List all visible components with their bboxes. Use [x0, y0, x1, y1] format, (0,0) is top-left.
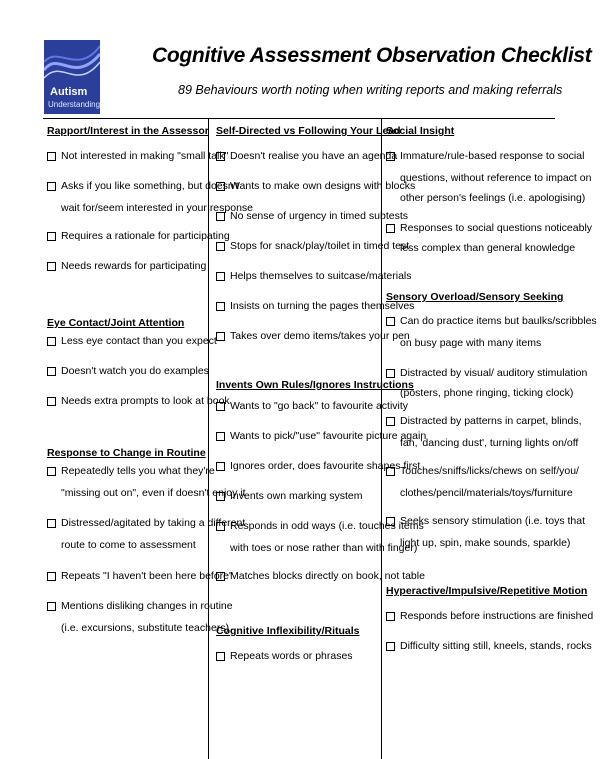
item-text: with toes or nose rather than with finger)	[230, 542, 418, 554]
section-heading: Invents Own Rules/Ignores Instructions	[216, 379, 414, 391]
checklist-item[interactable]	[386, 218, 592, 239]
checkbox[interactable]	[216, 572, 225, 581]
logo-tagline: Understanding	[48, 100, 100, 109]
checklist-item[interactable]	[47, 461, 215, 482]
section-heading: Cognitive Inflexibility/Rituals	[216, 625, 360, 637]
checklist-table	[43, 118, 597, 759]
checklist-item[interactable]	[386, 606, 593, 627]
autism-understanding-logo	[44, 40, 100, 114]
checklist-item[interactable]	[47, 176, 239, 197]
item-text: Takes over demo items/takes your pen	[230, 330, 410, 342]
item-text: Touches/sniffs/licks/chews on self/you/	[400, 465, 579, 477]
section-heading: Eye Contact/Joint Attention	[47, 317, 185, 329]
checklist-item[interactable]	[47, 566, 233, 587]
checklist-item-continued	[386, 168, 591, 189]
checklist-item[interactable]	[216, 206, 408, 227]
item-text: "missing out on", even if doesn't enjoy it	[61, 487, 246, 499]
checklist-item-continued	[386, 533, 570, 554]
item-text: Seeks sensory stimulation (i.e. toys that	[400, 515, 585, 527]
item-text: clothes/pencil/materials/toys/furniture	[400, 487, 573, 499]
checkbox[interactable]	[47, 519, 56, 528]
item-text: Not interested in making "small talk"	[61, 150, 229, 162]
item-text: Needs extra prompts to look at book	[61, 395, 230, 407]
item-text: Wants to pick/"use" favourite picture again	[230, 430, 427, 442]
checklist-item-continued	[386, 483, 573, 504]
checklist-item-continued	[386, 333, 541, 354]
checklist-item[interactable]	[47, 146, 228, 167]
section-heading: Hyperactive/Impulsive/Repetitive Motion	[386, 585, 588, 597]
checklist-item[interactable]	[386, 636, 592, 657]
item-text: Repeatedly tells you what they're	[61, 465, 215, 477]
checkbox[interactable]	[47, 367, 56, 376]
checklist-item[interactable]	[47, 361, 209, 382]
checklist-item[interactable]	[386, 311, 597, 332]
section-heading: Sensory Overload/Sensory Seeking	[386, 291, 564, 303]
item-text: (i.e. excursions, substitute teachers)	[61, 622, 230, 634]
item-text: Helps themselves to suitcase/materials	[230, 270, 412, 282]
item-text: (posters, phone ringing, ticking clock)	[400, 387, 574, 399]
checklist-item-continued	[386, 383, 573, 404]
item-text: on busy page with many items	[400, 337, 542, 349]
checklist-item[interactable]	[216, 566, 425, 587]
item-text: Needs rewards for participating	[61, 260, 207, 272]
checkbox[interactable]	[216, 272, 225, 281]
checklist-item[interactable]	[216, 486, 362, 507]
section-heading: Response to Change in Routine	[47, 447, 206, 459]
checkbox[interactable]	[47, 337, 56, 346]
item-text: Insists on turning the pages themselves	[230, 300, 415, 312]
item-text: Repeats words or phrases	[230, 650, 353, 662]
checklist-item-continued	[386, 188, 585, 209]
item-text: light up, spin, make sounds, sparkle)	[400, 537, 571, 549]
checkbox[interactable]	[216, 152, 225, 161]
logo-name: Autism	[50, 86, 88, 98]
checklist-item-continued	[47, 618, 229, 639]
checkbox[interactable]	[386, 417, 395, 426]
checklist-item[interactable]	[47, 331, 217, 352]
checkbox[interactable]	[386, 642, 395, 651]
item-text: Wants to "go back" to favourite activity	[230, 400, 409, 412]
page-subtitle: 89 Behaviours worth noting when writing reports and making referrals	[178, 83, 563, 97]
checklist-item[interactable]	[216, 396, 408, 417]
checkbox[interactable]	[47, 602, 56, 611]
item-text: Distracted by patterns in carpet, blinds,	[400, 415, 582, 427]
checklist-item[interactable]	[216, 296, 414, 317]
checkbox[interactable]	[386, 467, 395, 476]
checklist-item-continued	[386, 238, 575, 259]
section-heading: Rapport/Interest in the Assessor	[47, 125, 209, 137]
item-text: Repeats "I haven't been here before"	[61, 570, 233, 582]
section-heading: Social Insight	[386, 125, 455, 137]
item-text: wait for/seem interested in your response	[61, 202, 254, 214]
checklist-item[interactable]	[216, 646, 353, 667]
item-text: Ignores order, does favourite shapes first	[230, 460, 421, 472]
item-text: No sense of urgency in timed subtests	[230, 210, 409, 222]
item-text: Responds in odd ways (i.e. touches items	[230, 520, 424, 532]
item-text: Requires a rationale for participating	[61, 230, 230, 242]
checkbox[interactable]	[386, 152, 395, 161]
checkbox[interactable]	[216, 492, 225, 501]
item-text: questions, without reference to impact on	[400, 172, 592, 184]
item-text: Matches blocks directly on book, not table	[230, 570, 425, 582]
checkbox[interactable]	[216, 242, 225, 251]
checkbox[interactable]	[216, 332, 225, 341]
item-text: Immature/rule-based response to social	[400, 150, 585, 162]
checklist-item[interactable]	[386, 461, 579, 482]
checkbox[interactable]	[216, 432, 225, 441]
checkbox[interactable]	[216, 212, 225, 221]
item-text: other person's feelings (i.e. apologising)	[400, 192, 586, 204]
checklist-item[interactable]	[216, 146, 397, 167]
checkbox[interactable]	[47, 262, 56, 271]
item-text: Less eye contact than you expect	[61, 335, 217, 347]
item-text: route to come to assessment	[61, 539, 196, 551]
checkbox[interactable]	[47, 152, 56, 161]
checkbox[interactable]	[386, 369, 395, 378]
checklist-item[interactable]	[47, 391, 230, 412]
checkbox[interactable]	[216, 462, 225, 471]
item-text: Wants to make own designs with blocks	[230, 180, 416, 192]
item-text: Stops for snack/play/toilet in timed test	[230, 240, 410, 252]
checkbox[interactable]	[216, 402, 225, 411]
checklist-item[interactable]	[216, 326, 410, 347]
checkbox[interactable]	[47, 232, 56, 241]
checklist-item[interactable]	[47, 256, 206, 277]
checkbox[interactable]	[386, 612, 395, 621]
checkbox[interactable]	[47, 397, 56, 406]
checkbox[interactable]	[47, 182, 56, 191]
checklist-item-continued	[47, 535, 196, 556]
checklist-item[interactable]	[47, 226, 230, 247]
item-text: Doesn't realise you have an agenda	[230, 150, 398, 162]
item-text: less complex than general knowledge	[400, 242, 576, 254]
checklist-item-continued	[386, 433, 578, 454]
item-text: Mentions disliking changes in routine	[61, 600, 233, 612]
checklist-item[interactable]	[386, 146, 584, 167]
checkbox[interactable]	[386, 317, 395, 326]
checkbox[interactable]	[216, 652, 225, 661]
checkbox[interactable]	[216, 182, 225, 191]
checklist-item[interactable]	[386, 511, 585, 532]
checkbox[interactable]	[47, 572, 56, 581]
item-text: Distracted by visual/ auditory stimulation	[400, 367, 588, 379]
item-text: Asks if you like something, but doesn't	[61, 180, 239, 192]
checklist-item[interactable]	[47, 596, 233, 617]
item-text: fan, 'dancing dust', turning lights on/off	[400, 437, 579, 449]
item-text: Difficulty sitting still, kneels, stands, rocks	[400, 640, 592, 652]
checkbox[interactable]	[216, 302, 225, 311]
item-text: Responses to social questions noticeably	[400, 222, 593, 234]
item-text: Can do practice items but baulks/scribbles	[400, 315, 597, 327]
checklist-item[interactable]	[386, 411, 582, 432]
checkbox[interactable]	[386, 224, 395, 233]
item-text: Invents own marking system	[230, 490, 363, 502]
item-text: Distressed/agitated by taking a different	[61, 517, 246, 529]
checkbox[interactable]	[216, 522, 225, 531]
page-title: Cognitive Assessment Observation Checklist	[152, 44, 592, 67]
checklist-item[interactable]	[216, 236, 409, 257]
item-text: Responds before instructions are finished	[400, 610, 594, 622]
checklist-item[interactable]	[386, 363, 587, 384]
checklist-item[interactable]	[216, 266, 412, 287]
item-text: Doesn't watch you do examples	[61, 365, 209, 377]
checkbox[interactable]	[386, 517, 395, 526]
checkbox[interactable]	[47, 467, 56, 476]
section-heading: Self-Directed vs Following Your Lead	[216, 125, 401, 137]
